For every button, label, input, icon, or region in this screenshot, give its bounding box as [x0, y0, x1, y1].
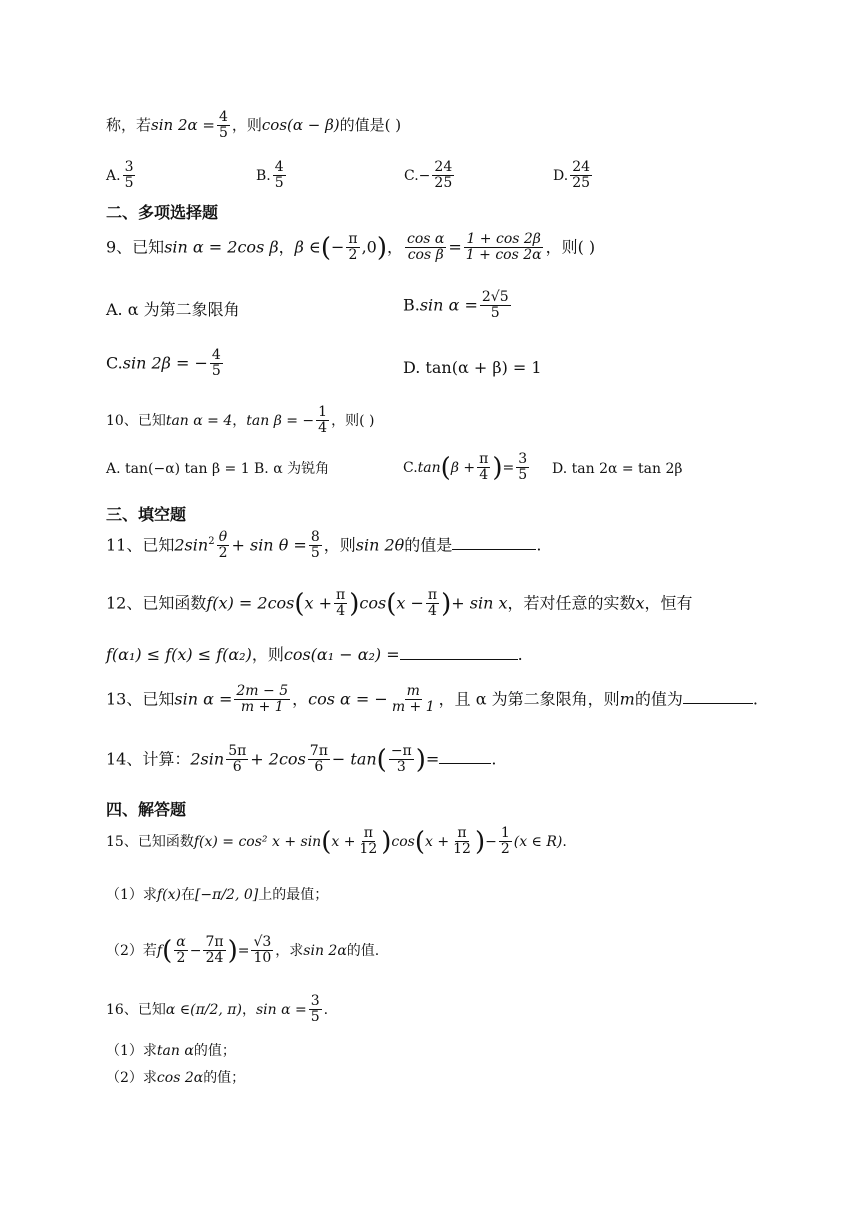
q11-answer-blank[interactable] [452, 549, 536, 550]
q14-answer-blank[interactable] [439, 763, 491, 764]
section-fill-in: 三、填空题 [106, 505, 187, 524]
q15-part2: （2）若f( $\frac{\alpha}{2}$ − $\frac{7\pi}{24}$ )= $\frac{√3}{10}$ ，求sin 2α的值. [106, 934, 380, 967]
q8-expr-sin2a: sin 2α = [151, 115, 215, 134]
q9-option-a[interactable]: A. α 为第二象限角 [106, 300, 240, 319]
q10-option-b[interactable]: B. α 为锐角 [254, 461, 330, 477]
q9-stem: 9、已知sin α = 2cos β，β ∈(− $\frac{\pi}{2}$ ,0)， $\frac{\text{cos α}}{\text{cos β}}$ = $\frac{1 + \cos 2\beta}{1 + \cos 2\alpha}$ ，则( ) [106, 231, 596, 264]
q11-stem: 11、已知$2\sin^2$ $\frac{\theta}{2}$ + sin θ = $\frac{8}{5}$ ，则sin 2θ的值是 . [106, 529, 542, 562]
section-solutions: 四、解答题 [106, 800, 187, 819]
section-multi-choice: 二、多项选择题 [106, 203, 219, 222]
q8-fraction: $\frac{4}{5}$ [218, 109, 228, 142]
q14-stem: 14、计算：2sin $\frac{5\pi}{6}$ + 2cos $\frac{7\pi}{6}$ − tan( $\frac{-\pi}{3}$ )= . [106, 743, 497, 776]
q10-option-a[interactable]: A. tan(−α) tan β = 1 [106, 461, 250, 477]
q15-part1: （1）求f(x)在[−π/2, 0]上的最值； [106, 887, 329, 903]
q16-stem: 16、已知α ∈(π/2, π)，sin α = $\frac{3}{5}$ . [106, 993, 329, 1026]
q16-part2: （2）求cos 2α的值； [106, 1070, 246, 1086]
q10-options [106, 452, 806, 492]
q8-option-a[interactable]: A. $\frac{3}{5}$ [106, 159, 134, 192]
q8-stem: 称，若sin 2α = $\frac{4}{5}$ ，则cos(α − β)的值是( ) [106, 109, 402, 142]
q8-option-c[interactable]: C.− $\frac{24}{25}$ [404, 159, 453, 192]
q12-answer-blank[interactable] [400, 659, 518, 660]
q10-option-d[interactable]: D. tan 2α = tan 2β [552, 461, 683, 477]
q12-stem: 12、已知函数f(x) = 2cos(x + $\frac{\pi}{4}$ )cos(x − $\frac{\pi}{4}$ )+ sin x，若对任意的实数x，恒有 [106, 587, 693, 620]
q9-option-d[interactable]: D. tan(α + β) = 1 [403, 358, 542, 377]
q8-expr-cos: cos(α − β) [261, 115, 340, 134]
q13-answer-blank[interactable] [683, 703, 753, 704]
q8-option-d[interactable]: D. $\frac{24}{25}$ [553, 159, 591, 192]
q15-stem: 15、已知函数f(x) = cos² x + sin(x + $\frac{\pi}{12}$ )cos(x + $\frac{\pi}{12}$ )− $\frac{1}{2}$ (x ∈ R). [106, 825, 567, 858]
q8-text: 称，若 [106, 115, 152, 134]
q9-option-c[interactable]: C.sin 2β = − $\frac{4}{5}$ [106, 347, 221, 380]
q9-option-b[interactable]: B.sin α = $\frac{2√5}{5}$ [403, 289, 509, 322]
q10-option-c[interactable]: C.tan(β + $\frac{\pi}{4}$ )= $\frac{3}{5}$ [403, 451, 528, 484]
q10-stem: 10、已知tan α = 4，tan β = − $\frac{1}{4}$ ，则( ) [106, 404, 375, 437]
q16-part1: （1）求tan α的值； [106, 1043, 236, 1059]
q13-stem: 13、已知sin α = $\frac{2m - 5}{m + 1}$ ，cos α = − $\frac{m}{m + 1}$ ，且 α 为第二象限角，则m的值为 . [106, 683, 758, 716]
q8-option-b[interactable]: B. $\frac{4}{5}$ [256, 159, 284, 192]
q12-stem-cont: f(α₁) ≤ f(x) ≤ f(α₂)，则cos(α₁ − α₂) = . [106, 645, 523, 664]
